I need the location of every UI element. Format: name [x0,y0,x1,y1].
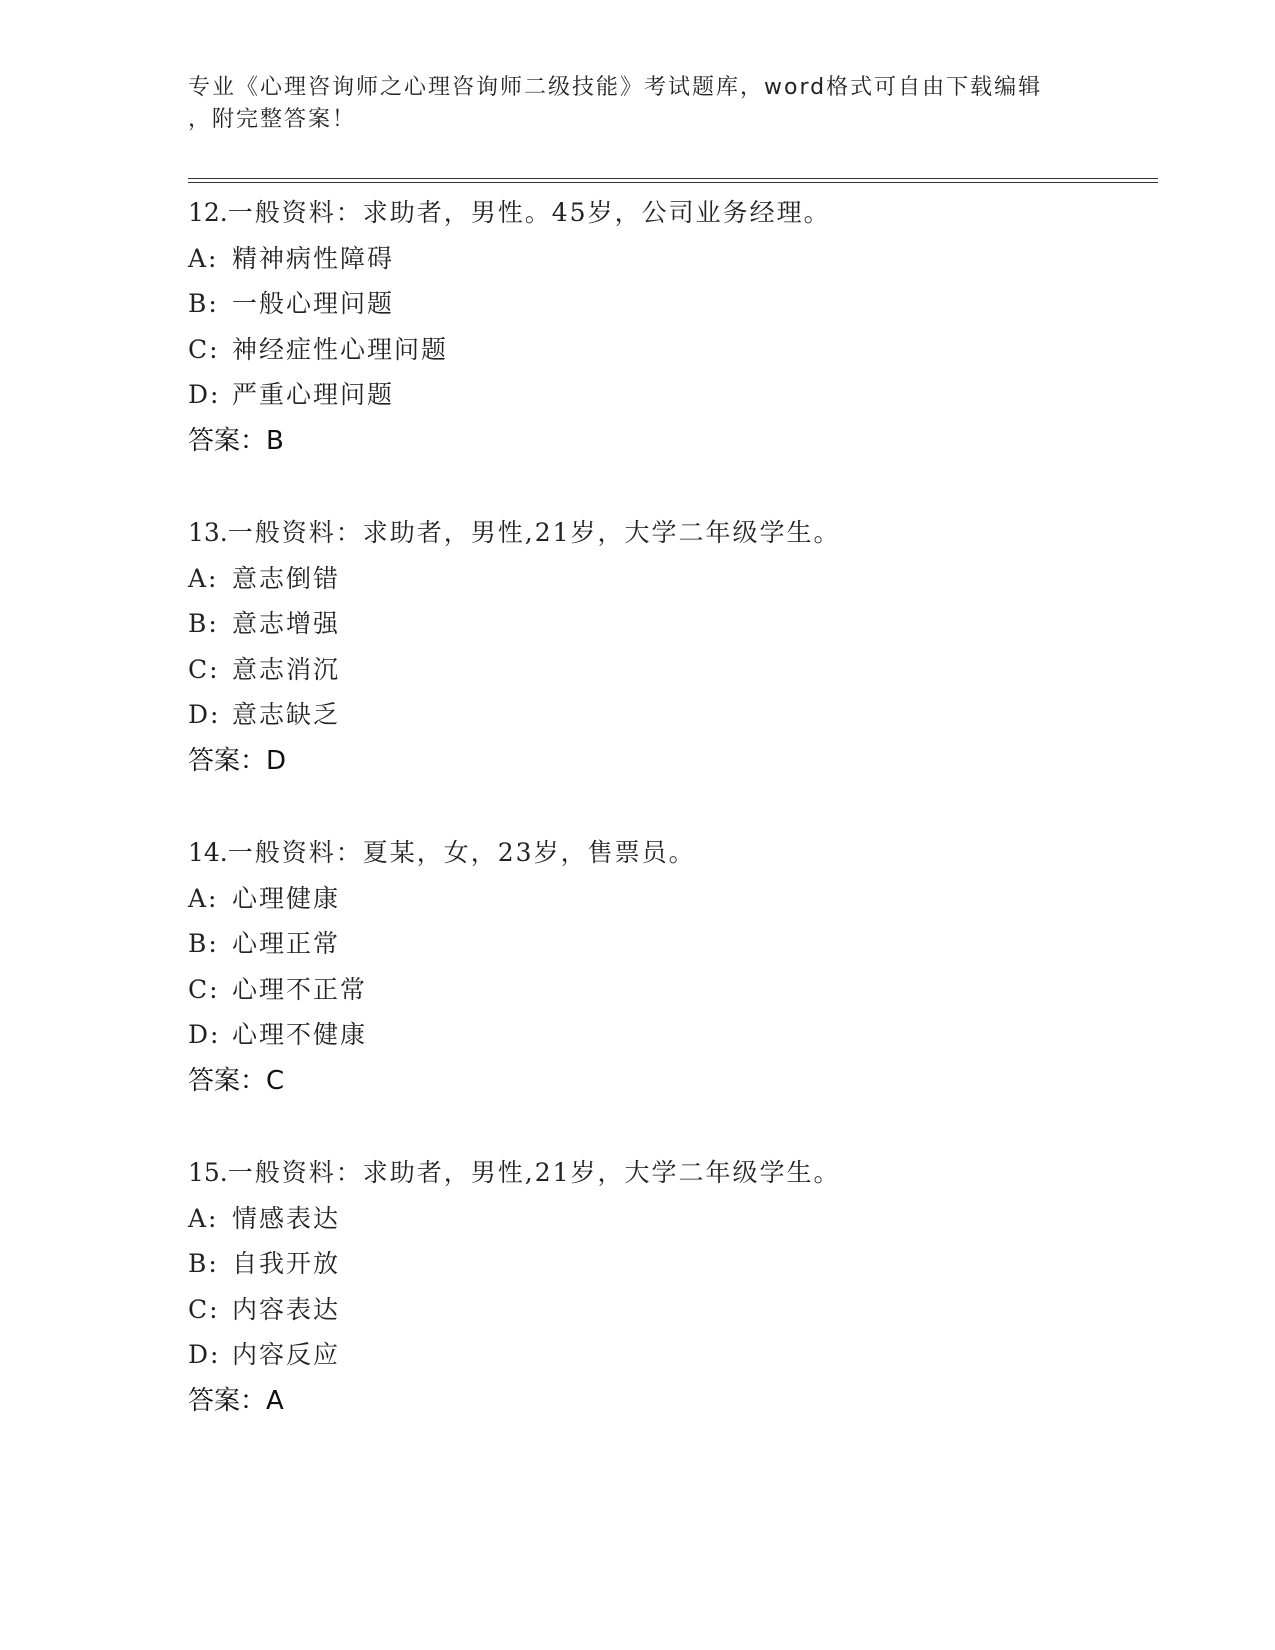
option-text: 精神病性障碍 [232,243,395,273]
option-text: 内容表达 [232,1294,341,1324]
option-letter: C: [188,974,220,1004]
option-letter: A: [188,883,219,913]
header-divider-bottom [188,182,1158,183]
option-a [188,236,1148,282]
option-letter: B: [188,1249,219,1279]
question-14 [188,830,1148,1150]
option-letter: A: [188,1203,219,1233]
header-line-2: ，附完整答案！ [188,107,357,132]
option-text: 一般心理问题 [232,289,395,319]
question-list [188,190,1148,1470]
option-b [188,921,1148,967]
question-13 [188,510,1148,830]
option-text: 神经症性心理问题 [232,334,449,364]
option-letter: D: [188,700,221,730]
option-letter: A: [188,243,219,273]
option-d [188,1012,1148,1058]
option-text: 心理不正常 [232,974,368,1004]
answer-line: 答案：D [188,745,287,776]
question-number: 13. [188,518,228,547]
question-text: 一般资料：夏某，女，23岁，售票员。 [227,838,696,867]
option-a [188,876,1148,922]
option-letter: D: [188,1020,221,1050]
option-text: 自我开放 [232,1249,341,1279]
option-letter: A: [188,563,219,593]
option-text: 情感表达 [232,1203,341,1233]
option-c [188,327,1148,373]
option-c [188,967,1148,1013]
option-letter: C: [188,1294,220,1324]
question-text: 一般资料：求助者，男性,21岁，大学二年级学生。 [227,518,841,547]
option-letter: C: [188,654,220,684]
question-text: 一般资料：求助者，男性。45岁，公司业务经理。 [227,198,831,227]
option-letter: D: [188,1340,221,1370]
question-stem [188,190,1148,236]
option-text: 心理正常 [232,929,341,959]
header-line-1: 专业《心理咨询师之心理咨询师二级技能》考试题库，word格式可自由下载编辑 [188,75,1043,100]
option-text: 意志倒错 [232,563,341,593]
option-d [188,692,1148,738]
option-letter: D: [188,380,221,410]
answer-line: 答案：B [188,425,284,456]
option-text: 内容反应 [232,1340,341,1370]
document-header [188,72,1068,136]
question-stem [188,510,1148,556]
question-15 [188,1150,1148,1470]
answer-line: 答案：A [188,1385,284,1416]
question-number: 12. [188,198,228,227]
question-stem [188,830,1148,876]
option-text: 意志增强 [232,609,341,639]
option-text: 意志消沉 [232,654,341,684]
question-12 [188,190,1148,510]
option-letter: B: [188,609,219,639]
option-text: 心理不健康 [232,1020,368,1050]
option-letter: B: [188,289,219,319]
option-text: 意志缺乏 [232,700,341,730]
question-stem [188,1150,1148,1196]
answer-line: 答案：C [188,1065,285,1096]
option-d [188,1332,1148,1378]
option-a [188,556,1148,602]
question-text: 一般资料：求助者，男性,21岁，大学二年级学生。 [227,1158,841,1187]
option-d [188,372,1148,418]
option-letter: C: [188,334,220,364]
option-c [188,1287,1148,1333]
option-b [188,601,1148,647]
header-divider-top [188,178,1158,179]
option-text: 心理健康 [232,883,341,913]
option-b [188,281,1148,327]
question-number: 15. [188,1158,228,1187]
option-letter: B: [188,929,219,959]
option-c [188,647,1148,693]
option-a [188,1196,1148,1242]
question-number: 14. [188,838,228,867]
option-b [188,1241,1148,1287]
option-text: 严重心理问题 [232,380,395,410]
